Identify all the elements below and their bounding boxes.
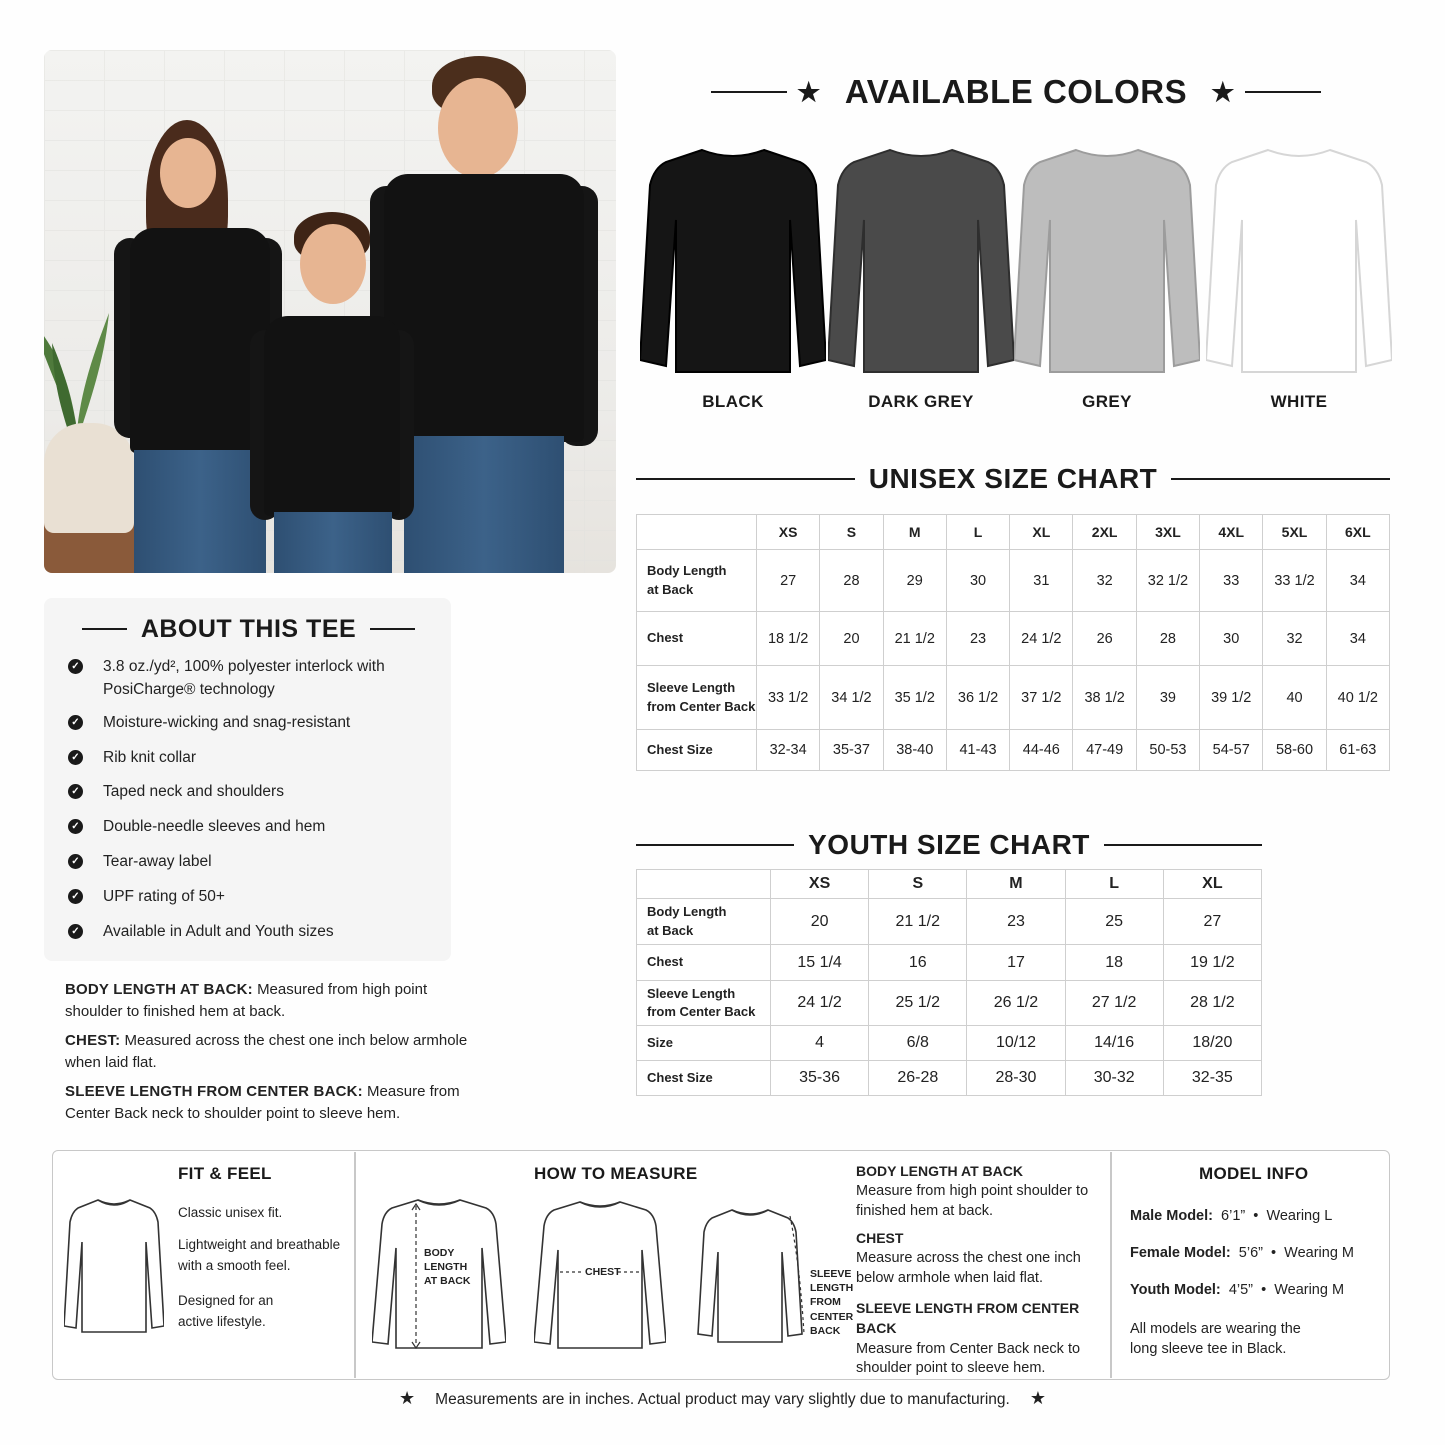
size-header: S [820,515,883,550]
table-cell: 25 1/2 [869,981,967,1026]
footnote-text: Measurements are in inches. Actual product may vary slightly due to manufacturing. [435,1391,1010,1408]
table-cell: 27 [1163,899,1261,945]
feature-text: Taped neck and shoulders [103,783,284,800]
table-header-row [637,515,1390,550]
table-cell: 23 [967,899,1065,945]
table-cell: 38 1/2 [1073,666,1136,730]
table-cell: 40 1/2 [1326,666,1389,730]
table-cell: 32 1/2 [1136,550,1199,612]
youth-size-chart-title: YOUTH SIZE CHART [808,829,1090,860]
row-label: Sleeve Length from Center Back [637,981,771,1026]
shirt-white-icon [1206,140,1392,375]
star-icon: ★ [399,1388,416,1408]
table-cell: 40 [1263,666,1326,730]
table-cell: 32 [1263,612,1326,666]
shirt-dark-grey-icon [828,140,1014,375]
table-cell: 39 1/2 [1200,666,1263,730]
feature-text: Moisture-wicking and snag-resistant [103,714,351,731]
fit-feel-title: FIT & FEEL [178,1164,272,1183]
chest-label: CHEST [585,1266,621,1278]
check-circle-icon: ✓ [68,659,83,674]
table-cell: 27 [757,550,820,612]
size-header: L [946,515,1009,550]
youth-size-table [636,869,1262,1096]
table-corner-cell [637,515,757,550]
row-label: Sleeve Length from Center Back [637,666,757,730]
check-circle-icon: ✓ [68,819,83,834]
table-cell: 33 1/2 [757,666,820,730]
table-row [637,730,1390,771]
unisex-size-table [636,514,1390,771]
table-cell: 10/12 [967,1026,1065,1061]
shirt-dark-grey[interactable] [828,140,1014,375]
how-to-measure-title: HOW TO MEASURE [534,1164,698,1183]
table-cell: 28 1/2 [1163,981,1261,1026]
row-label: Chest Size [637,1061,771,1096]
row-label: Size [637,1026,771,1061]
table-cell: 26 [1073,612,1136,666]
table-row [637,666,1390,730]
table-cell: 38-40 [883,730,946,771]
table-cell: 30 [946,550,1009,612]
table-cell: 34 1/2 [820,666,883,730]
table-cell: 28 [1136,612,1199,666]
feature-text: 3.8 oz./yd², 100% polyester interlock with PosiCharge® technology [103,658,385,698]
table-cell: 30-32 [1065,1061,1163,1096]
footnote [0,1388,1445,1409]
table-cell: 18/20 [1163,1026,1261,1061]
color-label-dark-grey: DARK GREY [868,392,974,411]
plant-decoration [44,283,114,443]
table-cell: 20 [820,612,883,666]
table-row [637,899,1262,945]
shirt-black[interactable] [640,140,826,375]
size-header: 3XL [1136,515,1199,550]
fit-line: Lightweight and breathable with a smooth feel. [178,1237,341,1273]
heading-rule [1171,478,1390,480]
table-cell: 16 [869,945,967,981]
table-cell: 44-46 [1010,730,1073,771]
size-header: 4XL [1200,515,1263,550]
table-cell: 33 [1200,550,1263,612]
measure-sleeve-instructions: SLEEVE LENGTH FROM CENTER BACK Measure from Center Back neck to shoulder point to sleeve hem. [856,1300,1081,1377]
table-cell: 34 [1326,550,1389,612]
table-cell: 32 [1073,550,1136,612]
heading-rule [1245,91,1321,93]
measure-chest-instructions: CHEST Measure across the chest one inch below armhole when laid flat. [856,1230,1081,1286]
size-header: M [967,870,1065,899]
table-row [637,945,1262,981]
table-cell: 29 [883,550,946,612]
heading-rule [1104,844,1262,846]
check-circle-icon: ✓ [68,784,83,799]
table-cell: 23 [946,612,1009,666]
table-cell: 50-53 [1136,730,1199,771]
table-cell: 41-43 [946,730,1009,771]
size-header: S [869,870,967,899]
fit-line: Classic unisex fit. [178,1205,283,1220]
table-cell: 27 1/2 [1065,981,1163,1026]
table-cell: 28-30 [967,1061,1065,1096]
table-cell: 34 [1326,612,1389,666]
table-cell: 15 1/4 [771,945,869,981]
size-header: 6XL [1326,515,1389,550]
shirt-white[interactable] [1206,140,1392,375]
table-cell: 54-57 [1200,730,1263,771]
table-cell: 26-28 [869,1061,967,1096]
definition-sleeve-length: SLEEVE LENGTH FROM CENTER BACK: Measure from Center Back neck to shoulder point to sleeve hem. [65,1083,460,1122]
table-row [637,1026,1262,1061]
shirt-grey-icon [1014,140,1200,375]
table-cell: 17 [967,945,1065,981]
row-label: Chest [637,612,757,666]
size-header: L [1065,870,1163,899]
heading-rule [636,478,855,480]
size-header: XS [757,515,820,550]
table-row [637,550,1390,612]
table-cell: 20 [771,899,869,945]
heading-rule [370,628,415,630]
about-this-tee-heading [96,612,401,646]
table-cell: 32-35 [1163,1061,1261,1096]
model-row-youth: Youth Model: 4’5” • Wearing M [1130,1282,1345,1298]
color-label-grey: GREY [1082,392,1132,411]
table-cell: 39 [1136,666,1199,730]
model-row-female: Female Model: 5’6” • Wearing M [1130,1245,1355,1261]
model-info-title: MODEL INFO [1199,1164,1309,1183]
fit-line: Designed for an active lifestyle. [178,1293,274,1329]
table-header-row [637,870,1262,899]
available-colors-heading [728,70,1304,114]
table-cell: 33 1/2 [1263,550,1326,612]
row-label: Body Length at Back [637,550,757,612]
star-icon: ★ [1029,1388,1046,1408]
check-circle-icon: ✓ [68,750,83,765]
table-cell: 61-63 [1326,730,1389,771]
definition-chest: CHEST: Measured across the chest one inch below armhole when laid flat. [65,1032,468,1071]
star-icon: ★ [1211,76,1235,107]
available-colors-title: AVAILABLE COLORS [844,73,1188,110]
unisex-size-chart-heading [636,458,1390,500]
size-header: 2XL [1073,515,1136,550]
row-label: Chest [637,945,771,981]
feature-text: Rib knit collar [103,749,197,766]
table-cell: 28 [820,550,883,612]
color-swatches [636,140,1396,420]
table-cell: 21 1/2 [869,899,967,945]
feature-text: UPF rating of 50+ [103,888,225,905]
heading-rule [82,628,127,630]
definition-body-length: BODY LENGTH AT BACK: Measured from high point shoulder to finished hem at back. [65,981,428,1020]
size-header: M [883,515,946,550]
table-cell: 26 1/2 [967,981,1065,1026]
size-header: 5XL [1263,515,1326,550]
youth-size-chart-heading [636,824,1262,866]
check-circle-icon: ✓ [68,715,83,730]
table-cell: 6/8 [869,1026,967,1061]
size-header: XL [1010,515,1073,550]
table-cell: 14/16 [1065,1026,1163,1061]
row-label: Chest Size [637,730,757,771]
table-cell: 58-60 [1263,730,1326,771]
measure-body-length-instructions: BODY LENGTH AT BACK Measure from high point shoulder to finished hem at back. [856,1163,1089,1219]
feature-text: Tear-away label [103,853,212,870]
model-photo [44,50,616,573]
heading-rule [711,91,787,93]
shirt-black-icon [640,140,826,375]
model-note: All models are wearing the long sleeve tee in Black. [1130,1321,1301,1357]
unisex-size-chart-title: UNISEX SIZE CHART [868,463,1158,494]
check-circle-icon: ✓ [68,924,83,939]
table-cell: 37 1/2 [1010,666,1073,730]
table-cell: 31 [1010,550,1073,612]
table-row [637,612,1390,666]
table-corner-cell [637,870,771,899]
color-label-black: BLACK [702,392,764,411]
table-cell: 18 1/2 [757,612,820,666]
table-cell: 25 [1065,899,1163,945]
table-cell: 35-36 [771,1061,869,1096]
table-cell: 24 1/2 [1010,612,1073,666]
about-this-tee-title: ABOUT THIS TEE [140,614,357,643]
table-cell: 47-49 [1073,730,1136,771]
table-row [637,1061,1262,1096]
table-cell: 30 [1200,612,1263,666]
table-cell: 4 [771,1026,869,1061]
heading-rule [636,844,794,846]
size-header: XL [1163,870,1261,899]
color-label-white: WHITE [1270,392,1328,411]
size-header: XS [771,870,869,899]
body-length-label: BODY LENGTH AT BACK [424,1247,471,1288]
table-cell: 24 1/2 [771,981,869,1026]
panel-divider [354,1152,356,1378]
feature-text: Available in Adult and Youth sizes [103,923,334,940]
sleeve-length-label: SLEEVE LENGTH FROM CENTER BACK [810,1268,854,1337]
table-cell: 32-34 [757,730,820,771]
table-cell: 18 [1065,945,1163,981]
table-cell: 19 1/2 [1163,945,1261,981]
table-cell: 35 1/2 [883,666,946,730]
check-circle-icon: ✓ [68,889,83,904]
star-icon: ★ [797,76,821,107]
table-cell: 21 1/2 [883,612,946,666]
sleeve-length-diagram-icon [694,1206,806,1344]
shirt-grey[interactable] [1014,140,1200,375]
table-cell: 36 1/2 [946,666,1009,730]
table-cell: 35-37 [820,730,883,771]
feature-text: Double-needle sleeves and hem [103,818,326,835]
youth-model [250,212,420,573]
model-row-male: Male Model: 6’1” • Wearing L [1130,1208,1333,1224]
fit-shirt-outline-icon [64,1196,164,1334]
table-row [637,981,1262,1026]
check-circle-icon: ✓ [68,854,83,869]
row-label: Body Length at Back [637,899,771,945]
